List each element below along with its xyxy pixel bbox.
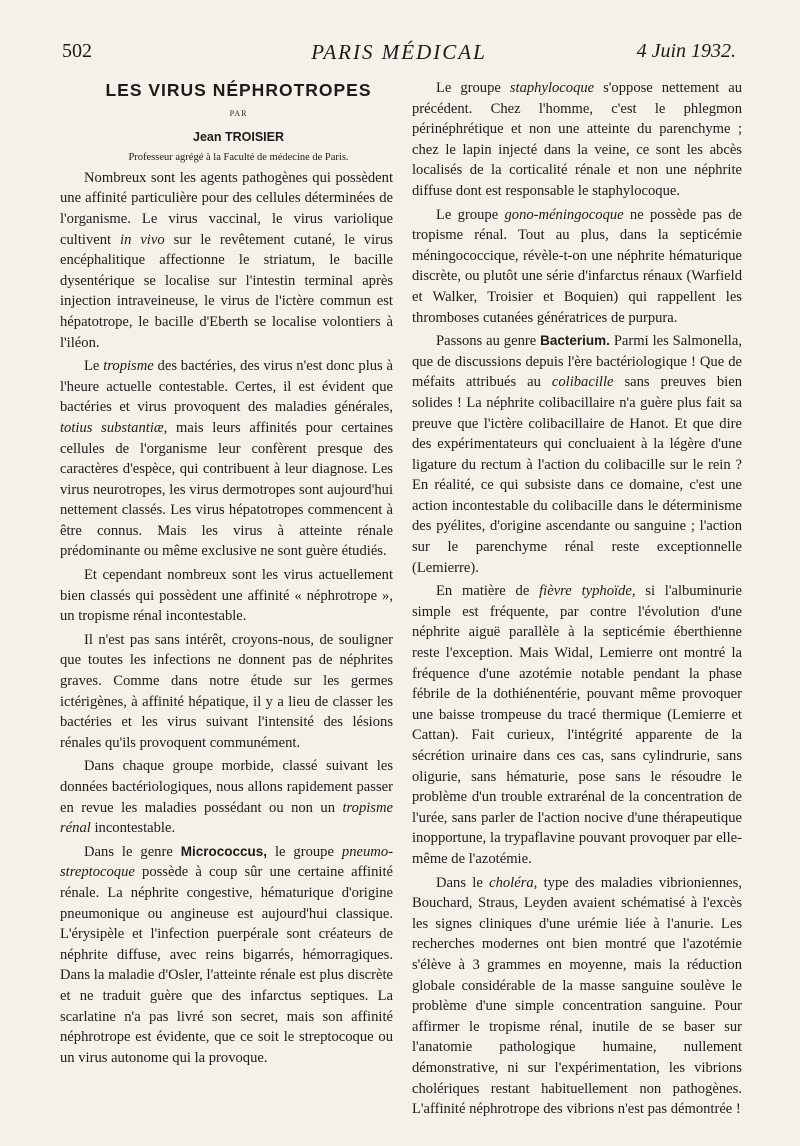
paragraph-cholera: Dans le choléra, type des maladies vibrioniennes, Bouchard, Straus, Leyden avaient schématisé à l'excès les signes cliniques d'une urémie liée à l'anurie. Les recherches modernes ont bien montré que l'azotémie s'élève à 3 grammes en moyenne, mais la réduction globale considérable de la masse sanguine soulève le problème d'une simple concentration sanguine. Pour affirmer le tropisme rénal, inutile de se baser sur l'anatomie pathologique humaine, nullement démonstrative, ni sur l'expérimentation, les vibrions cholériques restant habituellement non pathogènes. L'affinité néphrotrope des vibrions n'est pas démontrée ! [412,874,742,1118]
author-name: Jean TROISIER [193,130,284,145]
paragraph-tropisme: Le tropisme des bactéries, des virus n'est donc plus à l'heure actuelle contestable. Certes, il est évident que bactéries et virus provoquent des maladies générales, totius substantiæ, mais leurs affinités pour certaines cellules de l'organisme leur confèrent presque des caractères d'espèce, qui contribuent à leur diagnose. Les virus neurotropes, les virus dermotropes sont aujourd'hui nettement classés. Les virus hépatotropes commencent à être connus. Mais les virus à atteinte rénale prédominante ou même exclusive ne sont guère étudiés. [60,358,393,560]
paragraph-bacterium: Passons au genre Bacterium. Parmi les Salmonella, que de discussions depuis l'ère bactériologique ! Que de méfaits attribués au colibacille sans preuves bien solides ! La néphrite colibacillaire n'a guère plus fait sa preuve que l'ictère colibacillaire de Hanot. Et que dire des expérimentateurs qui concluaient à la légère d'une ligature du rectum à l'action du colibacille sur le rein ? En réalité, ce qui subsiste dans ce domaine, c'est une action incontestable du colibacille dans le déterminisme des pyélites, d'origine ascendante ou sanguine ; l'action sur le parenchyme rénal reste exceptionnelle (Lemierre). [412,333,743,576]
journal-title: PARIS MÉDICAL [311,40,487,64]
paragraph-intro: Nombreux sont les agents pathogènes qui possèdent une affinité particulière pour des cellules déterminées de l'organisme. Le virus vaccinal, le virus variolique cultivent in vivo sur le revêtement cutané, le virus encéphalitique affectionne le striatum, le bacille dysentérique se localise sur l'intestin terminal après injection intraveineuse, le virus de l'ictère commun est hépatotrope, le bacille d'Eberth se localise volontiers à l'iléon. [60,169,393,351]
left-column [60,80,393,1071]
paragraph-fievre-typhoide: En matière de fièvre typhoïde, si l'albuminurie simple est fréquente, par contre l'évolution d'une néphrite aiguë parallèle à la septicémie éberthienne reste l'exception. Mais Widal, Lemierre ont montré la fréquence d'une azotémie notable pendant la phase fébrile de la dothiénentérie, pouvant même provoquer une baisse trompeuse du tracé thermique (Lemierre et Cattan). Fait curieux, l'intégrité apparente de la sécrétion urinaire dans ces cas, sans cylindrurie, sans oligurie, sans hématurie, pose sans le résoudre le problème d'un trouble extrarénal de la concentration de l'urée, sans parler de l'action nocive d'une thérapeutique inopportune, la trypaflavine pouvant provoquer par elle-même de l'azotémie. [412,583,743,867]
paragraph-nephrotrope: Et cependant nombreux sont les virus actuellement bien classés qui possèdent une affinité « néphrotrope », un tropisme rénal incontestable. [60,567,393,625]
article-title: LES VIRUS NÉPHROTROPES [105,80,372,100]
paragraph-gono-meningocoque: Le groupe gono-méningocoque ne possède pas de tropisme rénal. Tout au plus, dans la septicémie méningococcique, révèle-t-on une néphrite hématurique discrète, ou plutôt une série d'infarctus rénaux (Warfield et Walker, Troisier et Boquien) qui rappellent les thromboses cutanées génératrices de purpura. [412,206,742,326]
author-affiliation: Professeur agrégé à la Faculté de médecine de Paris. [128,151,349,163]
paragraph-interet: Il n'est pas sans intérêt, croyons-nous, de souligner que toutes les infections ne donnent pas de néphrites graves. Comme dans notre étude sur les germes ictérigènes, à affinité hépatique, il y a lieu de classer les bactéries et les virus suivant l'intensité des lésions rénales qu'ils provoquent communément. [60,631,393,751]
paragraph-staphylocoque: Le groupe staphylocoque s'oppose nettement au précédent. Chez l'homme, c'est le phlegmon périnéphrétique et non une atteinte du parenchyme ; chez le lapin injecté dans la veine, ce sont les abcès localisés de la corticalité rénale et non une néphrite diffuse dont est responsable le staphylocoque. [412,80,743,199]
running-header [62,40,736,74]
issue-date: 4 Juin 1932. [636,40,736,62]
page-number: 502 [62,40,92,62]
paragraph-groupe-morbide: Dans chaque groupe morbide, classé suivant les données bactériologiques, nous allons rapidement passer en revue les maladies possédant ou non un tropisme rénal incontestable. [60,758,394,837]
paragraph-micrococcus: Dans le genre Micrococcus, le groupe pneumo-streptocoque possède à coup sûr une certaine affinité rénale. La néphrite congestive, hématurique d'origine pneumonique ou angineuse est aujourd'hui classique. L'érysipèle et l'infection puerpérale sont créateurs de néphrite diffuse, avec reins bigarrés, hémorragiques. Dans la maladie d'Osler, l'atteinte rénale est plus discrète et ne traduit guère que des infarctus septiques. La scarlatine n'a pas livré son secret, mais son affinité néphrotrope est évidente, que ce soit le streptocoque ou un virus autonome qui la provoque. [60,843,393,1066]
right-column [412,78,742,1123]
byline-par: PAR [229,108,248,118]
